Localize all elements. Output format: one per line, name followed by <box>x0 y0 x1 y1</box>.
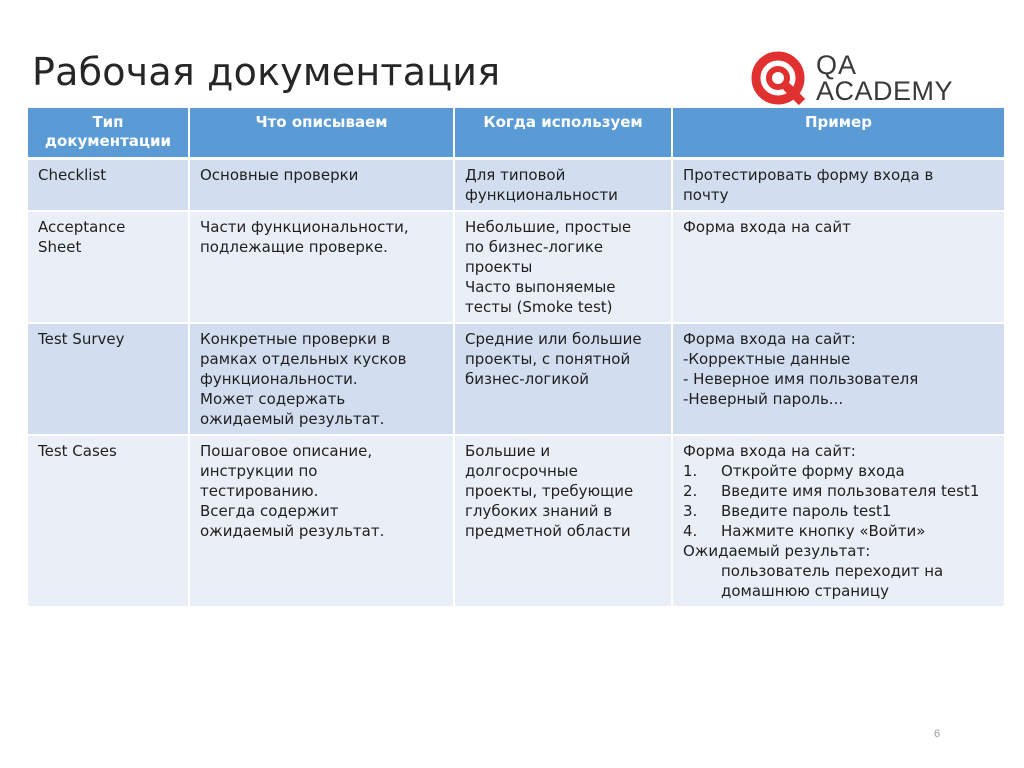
cell-line: глубоких знаний в <box>465 502 613 520</box>
header-example <box>672 108 1004 159</box>
cell-line: ожидаемый результат. <box>200 410 385 428</box>
cell-line: проекты, требующие <box>465 482 634 500</box>
step-number: 4. <box>683 522 698 540</box>
cell-line: рамках отдельных кусков <box>200 350 407 368</box>
step-number: 1. <box>683 462 698 480</box>
cell-line: -Корректные данные <box>683 350 851 368</box>
header-what-line: Что описываем <box>255 113 388 131</box>
cell-line: предметной области <box>465 522 631 540</box>
expected-result-label: Ожидаемый результат: <box>683 542 871 560</box>
cell-line: - Неверное имя пользователя <box>683 370 919 388</box>
table-row <box>28 159 1004 212</box>
cell-line: Test Survey <box>38 330 125 348</box>
header-type <box>28 108 189 159</box>
cell-line: Checklist <box>38 166 107 184</box>
cell-line: Форма входа на сайт: <box>683 330 856 348</box>
cell-example <box>672 211 1004 323</box>
list-item <box>683 481 994 501</box>
expected-result-line: домашнюю страницу <box>721 582 889 600</box>
header-example-line: Пример <box>805 113 872 131</box>
table-row <box>28 323 1004 435</box>
cell-line: долгосрочные <box>465 462 578 480</box>
list-item <box>683 461 994 481</box>
step-text: Введите пароль test1 <box>721 502 892 520</box>
cell-when <box>454 435 672 607</box>
cell-line: Часто выпоняемые <box>465 278 616 296</box>
qa-academy-logo-icon <box>750 50 806 106</box>
cell-what <box>189 435 454 607</box>
cell-type <box>28 159 189 212</box>
page-title: Рабочая документация <box>32 50 501 94</box>
cell-line: Протестировать форму входа в <box>683 166 934 184</box>
step-number: 3. <box>683 502 698 520</box>
logo-line-qa: QA <box>816 50 858 80</box>
table-row <box>28 435 1004 607</box>
cell-when <box>454 323 672 435</box>
cell-line: по бизнес-логике <box>465 238 604 256</box>
cell-line: тестированию. <box>200 482 319 500</box>
header-what <box>189 108 454 159</box>
cell-line: функциональности. <box>200 370 358 388</box>
cell-line: Test Cases <box>38 442 117 460</box>
cell-type <box>28 435 189 607</box>
cell-line: проекты, с понятной <box>465 350 631 368</box>
cell-line: Средние или большие <box>465 330 642 348</box>
step-number: 2. <box>683 482 698 500</box>
table-row <box>28 211 1004 323</box>
cell-line: инструкции по <box>200 462 318 480</box>
header-when <box>454 108 672 159</box>
cell-example <box>672 323 1004 435</box>
step-text: Откройте форму входа <box>721 462 905 480</box>
cell-line: Большие и <box>465 442 551 460</box>
cell-type <box>28 211 189 323</box>
cell-line: Конкретные проверки в <box>200 330 391 348</box>
list-item <box>683 521 994 541</box>
cell-example <box>672 159 1004 212</box>
logo-wordmark <box>816 52 953 104</box>
cell-line: Sheet <box>38 238 82 256</box>
step-text: Нажмите кнопку «Войти» <box>721 522 926 540</box>
cell-line: Основные проверки <box>200 166 359 184</box>
cell-line: Может содержать <box>200 390 346 408</box>
cell-line: функциональности <box>465 186 618 204</box>
qa-academy-logo <box>750 50 970 110</box>
example-intro: Форма входа на сайт: <box>683 442 856 460</box>
cell-line: Части функциональности, <box>200 218 409 236</box>
cell-when <box>454 211 672 323</box>
list-item <box>683 501 994 521</box>
cell-line: бизнес-логикой <box>465 370 590 388</box>
cell-line: Для типовой <box>465 166 566 184</box>
cell-line: проекты <box>465 258 533 276</box>
documentation-table <box>28 108 1004 608</box>
expected-result-line: пользователь переходит на <box>721 562 944 580</box>
cell-example <box>672 435 1004 607</box>
table-header-row <box>28 108 1004 159</box>
cell-line: тесты (Smoke test) <box>465 298 613 316</box>
cell-type <box>28 323 189 435</box>
cell-line: Acceptance <box>38 218 126 236</box>
cell-line: Небольшие, простые <box>465 218 632 236</box>
cell-what <box>189 159 454 212</box>
header-type-line: документации <box>44 132 172 150</box>
cell-line: -Неверный пароль... <box>683 390 844 408</box>
header-when-line: Когда используем <box>483 113 643 131</box>
cell-line: Форма входа на сайт <box>683 218 851 236</box>
cell-when <box>454 159 672 212</box>
cell-line: ожидаемый результат. <box>200 522 385 540</box>
cell-line: почту <box>683 186 729 204</box>
example-steps-list <box>683 461 994 541</box>
logo-line-academy: ACADEMY <box>816 76 954 106</box>
step-text: Введите имя пользователя test1 <box>721 482 980 500</box>
page-number: 6 <box>934 728 941 740</box>
cell-line: Пошаговое описание, <box>200 442 373 460</box>
cell-line: подлежащие проверке. <box>200 238 388 256</box>
cell-line: Всегда содержит <box>200 502 339 520</box>
cell-what <box>189 211 454 323</box>
header-type-line: Тип <box>92 113 124 131</box>
cell-what <box>189 323 454 435</box>
